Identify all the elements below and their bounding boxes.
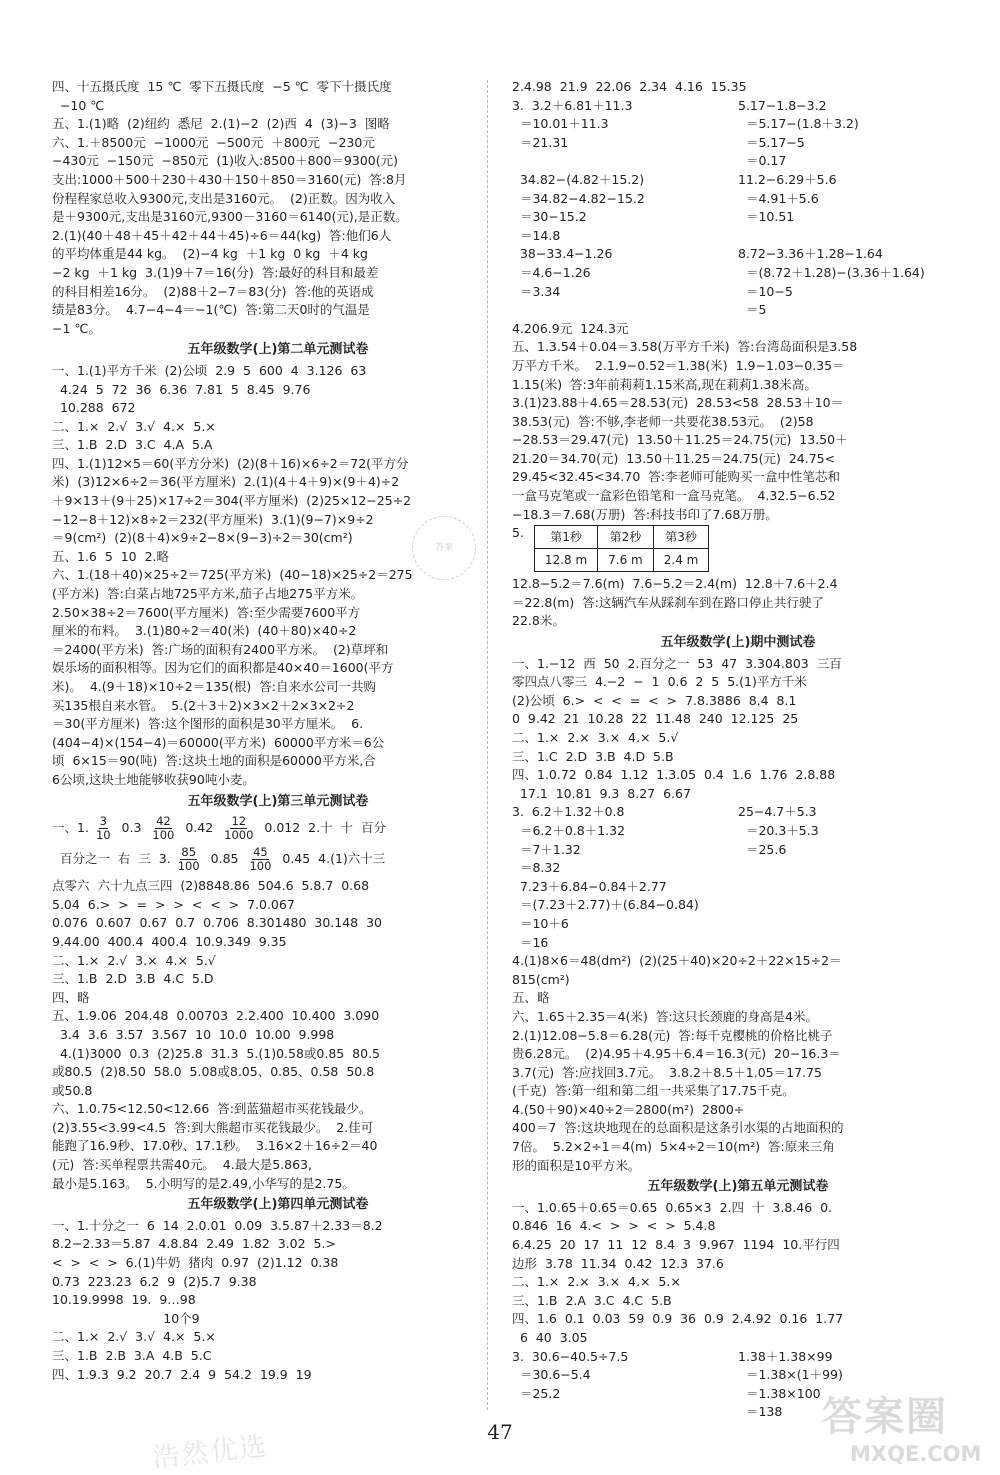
calc-row [512,245,964,264]
calc-row [512,97,964,116]
speed-table-block [512,524,964,575]
calc-step [738,934,964,953]
unit4-table-answer [512,575,964,631]
answer-line: 6公顷,这块土地能够收获90吨小麦。 [52,771,255,787]
text: 0.85 [206,851,243,867]
answer-line: 万平方千米。 2.1.9−0.52＝1.38(米) 1.9−1.03−0.35＝ [512,357,845,373]
answer-line: ＝2400(平方米) 答:广场的面积有2400平方米。 (2)草坪和 [52,641,389,657]
answer-line: 顷 6×15＝90(吨) 答:这块土地的面积是60000平方米,合 [52,753,376,769]
calc-step: 8.72−3.36＋1.28−1.64 [738,246,883,262]
answer-line: 3.4 3.6 3.57 3.567 10 10.0 10.00 9.998 [52,1026,335,1042]
answer-line: 2.(1)12.08−5.8＝6.28(元) 答:每千克樱桃的价格比桃子 [512,1027,833,1043]
calc-step: ＝16 [512,934,549,950]
calc-row [512,171,964,190]
calc-step: ＝1.38×100 [738,1385,821,1401]
answer-line: 一盒马克笔或一盒彩色铅笔和一盒马克笔。 4.32.5−6.52 [512,488,836,504]
heading-unit4: 五年级数学(上)第四单元测试卷 [187,1197,369,1213]
heading-unit5: 五年级数学(上)第五单元测试卷 [647,1179,829,1195]
calc-row [512,227,964,246]
fraction [177,846,201,873]
calc-step: 38−33.4−1.26 [512,246,613,262]
calc-step: ＝4.91＋5.6 [738,190,819,206]
unit3-fraction-line-2 [52,846,504,873]
calc-step: ＝10＋6 [512,915,569,931]
calc-step: ＝3.34 [512,283,561,299]
table-cell: 2.4 m [653,549,709,572]
answer-line: 3.7(元) 答:应找回3.7元。 3.8.2＋8.5＋1.05＝17.75 [512,1064,822,1080]
calc-step: 1.38＋1.38×99 [738,1348,833,1364]
unit4-answers [52,1217,504,1384]
calc-row [512,841,964,860]
heading-midterm: 五年级数学(上)期中测试卷 [660,635,816,651]
answer-line: 米)。 4.(9＋18)×10÷2＝135(根) 答:自来水公司一共购 [52,679,376,694]
answer-line: 6.4.25 20 17 11 12 8.4 3 9.967 1194 10.平行四 [512,1237,840,1253]
calc-step: ＝10.01＋11.3 [512,116,609,132]
heading-unit3: 五年级数学(上)第三单元测试卷 [187,793,369,809]
calc-step: ＝5.17−5 [738,134,805,150]
calc-step [738,878,964,897]
answer-line: 二、1.× 2.√ 3.√ 4.× 5.× [52,418,216,434]
table-cell: 12.8 m [534,549,597,572]
calc-step: ＝25.2 [512,1385,561,1401]
answer-line: 五、1.3.54＋0.04＝3.58(万平方千米) 答:台湾岛面积是3.58 [512,339,858,355]
answer-line: 一、1.(1)平方千米 (2)公顷 2.9 5 600 4 3.126 63 [52,362,367,378]
answer-line: (2)公顷 6.> < < = < > 7.8.3886 8.4 8.1 [512,692,797,708]
calc-step: 3. 3.2＋6.81＋11.3 [512,97,633,113]
answer-line: 三、1.B 2.D 3.C 4.A 5.A [52,437,213,453]
answer-line: 10个9 [52,1310,200,1326]
answer-line: −10 ℃ [52,97,105,113]
answer-line: 38.53(元) 答:不够,李老师一共要花38.53元。 (2)58 [512,413,814,429]
numerator: 12 [231,814,247,829]
page-number: 47 [487,1420,513,1444]
answer-line: 贵6.28元。 (2)4.95＋4.95＋6.4＝16.3(元) 20−16.3＝ [512,1046,841,1062]
answer-line: 一、1.十分之一 6 14 2.0.01 0.09 3.5.87＋2.33＝8.2 [52,1217,383,1233]
calc-step: 34.82−(4.82＋15.2) [512,171,645,187]
answer-line: 三、1.B 2.D 3.B 4.C 5.D [52,971,214,987]
answer-line: 娱乐场的面积相等。因为它们的面积都是40×40＝1600(平方 [52,660,394,676]
answer-line: 一、1.0.65＋0.65＝0.65 0.65×3 2.四 十 3.8.46 0. [512,1199,833,1215]
heading-unit2: 五年级数学(上)第二单元测试卷 [187,342,369,358]
answer-line: 形的面积是10平方米。 [512,1157,641,1173]
unit1-answers [52,78,504,338]
answer-line: 一、1.−12 西 50 2.百分之一 53 47 3.304.803 三百 [512,655,842,671]
answer-line: 或80.5 (2)8.50 58.0 5.08或8.05、0.85、0.58 50.8 [52,1064,375,1080]
answer-line: 六、1.(18＋40)×25÷2＝725(平方米) (40−18)×25÷2＝275 [52,567,413,583]
answer-line: 点零六 六十九点三四 (2)8848.86 504.6 5.8.7 0.68 [52,878,370,894]
answer-line: 三、1.B 2.B 3.A 4.B 5.C [52,1348,212,1363]
unit3-answers [52,877,504,1193]
calc-step: ＝25.6 [738,841,787,857]
calc-row [512,208,964,227]
answer-line: 最小是5.163。 5.小明写的是2.49,小华写的是2.75。 [52,1175,355,1191]
text: 0.42 [181,820,218,836]
answer-line: 8.2−2.33＝5.87 4.8.84 2.49 1.82 3.02 5.> [52,1236,336,1252]
calc-step: ＝5 [738,302,767,318]
calc-row [512,115,964,134]
table-header-row [534,526,708,549]
numerator: 85 [181,845,197,860]
right-column [512,78,964,1422]
calc-step: ＝20.3＋5.3 [738,822,819,838]
text: 百分之一 右 三 3. [52,851,171,867]
calc-step: ＝4.6−1.26 [512,264,591,280]
calc-row [512,264,964,283]
numerator: 3 [99,814,107,829]
calc-step: ＝(7.23＋2.77)＋(6.84−0.84) [512,897,699,913]
calc-step [738,859,964,878]
answer-line: −12−8＋12)×8÷2＝232(平方厘米) 3.(1)(9−7)×9÷2 [52,511,374,527]
answer-line: 三、1.C 2.D 3.B 4.D 5.B [512,748,674,764]
denominator: 100 [177,859,200,874]
answer-line: 份程程家总收入9300元,支出是3160元。 (2)正数。因为收入 [52,190,396,206]
answer-line: 绩是83分。 4.7−4−4＝−1(℃) 答:第二天0时的气温是 [52,302,370,318]
answer-line: 2.50×38÷2＝7600(平方厘米) 答:至少需要7600平方 [52,604,361,620]
text: 一、1. [52,820,89,836]
answer-line: 二、1.× 2.√ 3.√ 4.× 5.× [52,1329,216,1345]
answer-line: 二、1.× 2.× 3.× 4.× 5.√ [512,730,679,745]
calc-step [512,152,738,171]
calc-step [738,915,964,934]
answer-line: 五、1.(1)略 (2)纽约 悉尼 2.(1)−2 (2)西 4 (3)−3 图略 [52,116,390,132]
answer-line: 或50.8 [52,1082,93,1098]
answer-line: −28.53＝29.47(元) 13.50＋11.25＝24.75(元) 13.50＋ [512,432,848,448]
answer-line: 六、1.＋8500元 −1000元 −500元 ＋800元 −230元 [52,134,375,150]
unit3-fraction-line-1 [52,815,504,842]
answer-line: 买135根自来水管。 5.(2＋3＋2)×3×2＋2×3×2÷2 [52,697,355,713]
calc-step: ＝6.2＋0.8＋1.32 [512,822,626,838]
calc-row [512,1348,964,1367]
calc-step: ＝10−5 [738,283,793,299]
answer-line: ＋9×13＋(9＋25)×17÷2＝304(平方厘米) (2)25×12−25÷2 [52,493,412,509]
answer-line: (千克) 答:第一组和第二组一共采集了17.75千克。 [512,1083,795,1099]
answer-line: 6 40 3.05 [512,1330,588,1345]
calc-step: 11.2−6.29＋5.6 [738,171,837,187]
answer-line: 米) (3)12×6÷2＝36(平方厘米) 2.(1)(4＋4＋9)×(9＋4)÷2 [52,474,400,490]
table-header-cell: 第2秒 [598,526,654,549]
calc-step [738,227,964,246]
answer-line: 二、1.× 2.√ 3.× 4.× 5.√ [52,952,216,968]
numerator: 42 [156,814,171,829]
answer-line: 400＝7 答:这块地现在的总面积是这条引水渠的占地面积的 [512,1120,844,1136]
calc-row [512,152,964,171]
answer-line: ＝22.8(m) 答:这辆汽车从踩刹车到在路口停止共行驶了 [512,594,824,610]
calc-step: ＝21.31 [512,134,569,150]
answer-line: 四、1.9.3 9.2 20.7 2.4 9 54.2 19.9 19 [52,1366,312,1382]
calc-step [738,896,964,915]
answer-line: 四、1.(1)12×5＝60(平方分米) (2)(8＋16)×6÷2＝72(平方分 [52,455,409,471]
answer-line: 边形 3.78 11.34 0.42 12.3 37.6 [512,1255,724,1271]
answer-line: 21.20＝34.70(元) 13.50＋11.25＝24.75(元) 24.75< [512,450,836,466]
answer-line: 4.(50＋90)×40÷2＝2800(m²) 2800÷ [512,1101,745,1117]
answer-line: 9.44.00 400.4 400.4 10.9.349 9.35 [52,933,287,949]
answer-line: 是＋9300元,支出是3160元,9300－3160＝6140(元),是正数。 [52,209,408,225]
calc-row [512,803,964,822]
answer-line: (404−4)×(154−4)＝60000(平方米) 60000平方米＝6公 [52,734,385,750]
answer-line: 四、略 [52,989,90,1005]
fraction [223,815,254,842]
left-column [52,78,504,1384]
text: 0.45 4.(1)六十三 [278,851,386,867]
answer-line: (2)3.55<3.99<4.5 答:到大熊超市买花钱最少。 2.佳可 [52,1119,374,1135]
calc-step: ＝10.51 [738,209,795,225]
calc-row [512,301,964,320]
answer-line: (平方米) 答:白菜占地725平方米,茄子占地275平方米。 [52,586,364,602]
answer-line: 六、1.0.75<12.50<12.66 答:到蓝猫超市买花钱最少。 [52,1101,372,1117]
answer-line: ＝9(cm²) (2)(8＋4)×9÷2−8×(9−3)÷2＝30(cm²) [52,530,353,546]
midterm-answers [512,655,964,804]
denominator: 10 [95,828,111,843]
unit4-answers-continued [512,78,964,97]
calc-step: ＝30.6−5.4 [512,1367,591,1383]
answer-line: −1 ℃。 [52,320,101,336]
calc-row [512,1366,964,1385]
answer-line: 厘米的布料。 3.(1)80÷2＝40(米) (40＋80)×40÷2 [52,623,357,639]
answer-line: 2.4.98 21.9 22.06 2.34 4.16 15.35 [512,79,747,94]
answer-line: 4.(1)8×6＝48(dm²) (2)(25＋40)×20÷2＋22×15÷2＝ [512,953,842,969]
answer-line: 的科目相差16分。 (2)88＋2−7＝83(分) 答:他的英语成 [52,283,374,299]
calc-row [512,915,964,934]
answer-line: ＝30(平方厘米) 答:这个图形的面积是30平方厘米。 6. [52,716,364,732]
text: 0.3 [117,820,146,836]
calc-step: ＝1.38×(1＋99) [738,1367,843,1383]
calc-step: 25−4.7＋5.3 [738,804,817,820]
answer-line: 六、1.65＋2.35＝4(米) 答:这只长颈鹿的身高是4米。 [512,1008,818,1024]
answer-line: −18.3＝7.68(万册) 答:科技书印了7.68万册。 [512,506,778,522]
table-row [534,549,708,572]
calc-step: ＝30−15.2 [512,209,587,225]
calc-block-unit4 [512,97,964,320]
calc-row [512,134,964,153]
calc-step: ＝34.82−4.82−15.2 [512,190,645,206]
calc-step: ＝0.17 [738,153,787,169]
calc-step: 7.23＋6.84−0.84＋2.77 [512,878,667,894]
answer-line: 3.(1)23.88＋4.65＝28.53(元) 28.53<58 28.53＋10＝ [512,395,844,411]
answer-line: 2.(1)(40＋48＋45＋42＋44＋45)÷6＝44(kg) 答:他们6人 [52,227,392,243]
watermark-url: MXQE.COM [850,1442,982,1466]
unit4-applications [512,320,964,525]
calc-row [512,283,964,302]
answer-line: 4.(1)3000 0.3 (2)25.8 31.3 5.(1)0.58或0.85 80.5 [52,1045,381,1061]
answer-line: 的平均体重是44 kg。 (2)−4 kg ＋1 kg 0 kg ＋4 kg [52,246,368,262]
answer-line: 10.288 672 [52,400,136,416]
table-header-cell: 第1秒 [534,526,597,549]
calc-row [512,934,964,953]
calc-row [512,822,964,841]
calc-step: 3. 6.2＋1.32＋0.8 [512,804,625,820]
answer-line: < > < > 6.(1)牛奶 猪肉 0.97 (2)1.12 0.38 [52,1255,339,1271]
calc-row [512,859,964,878]
fraction [151,815,175,842]
answer-line: 22.8米。 [512,613,565,629]
answer-line: 四、1.0.72 0.84 1.12 1.3.05 0.4 1.6 1.76 2.8.88 [512,767,836,783]
answer-line: 4.206.9元 124.3元 [512,320,629,336]
calc-step [512,301,738,320]
faint-stamp: 答案 [412,516,476,580]
calc-step: ＝7＋1.32 [512,841,581,857]
answer-line: 4.24 5 72 36 6.36 7.81 5 8.45 9.76 [52,381,311,397]
answer-line: 四、1.6 0.1 0.03 59 0.9 36 0.9 2.4.92 0.16 1.77 [512,1311,844,1327]
answer-line: 0.846 16 4.< > > < > 5.4.8 [512,1218,716,1234]
table-header-cell: 第3秒 [653,526,709,549]
text: 0.012 2.十 十 百分 [260,820,386,836]
numerator: 45 [253,845,268,860]
answer-line: 能跑了16.9秒、17.0秒、17.1秒。 3.16×2＋16÷2＝40 [52,1138,378,1154]
calc-step: ＝(8.72＋1.28)−(3.36＋1.64) [738,264,925,280]
fraction [95,815,112,842]
midterm-answers-continued [512,952,964,1175]
answer-line: 815(cm²) [512,971,570,987]
answer-line: (元) 答:买单程票共需40元。 4.最大是5.863, [52,1157,312,1173]
unit5-answers [512,1199,964,1348]
answer-line: 五、1.9.06 204.48 0.00703 2.2.400 10.400 3.090 [52,1008,380,1024]
answer-line: 17.1 10.81 9.3 8.27 6.67 [512,785,691,801]
question-number: 5. [512,525,524,541]
answer-line: 1.15(米) 答:3年前莉莉1.15米高,现在莉莉1.38米高。 [512,376,817,392]
answer-line: 0 9.42 21 10.28 22 11.48 240 12.125 25 [512,711,799,727]
answer-line: 零四点八零三 4.−2 − 1 0.6 2 5 5.(1)平方千米 [512,674,807,690]
answer-line: −2 kg ＋1 kg 3.(1)9＋7＝16(分) 答:最好的科目和最差 [52,264,379,280]
answer-line: 五、1.6 5 10 2.略 [52,548,170,564]
calc-step: ＝138 [738,1404,783,1420]
calc-block-midterm [512,803,964,952]
answer-line: 四、十五摄氏度 15 ℃ 零下五摄氏度 −5 ℃ 零下十摄氏度 [52,79,392,94]
answer-line: 7倍。 5.2×2÷1＝4(m) 5×4÷2＝10(m²) 答:原来三角 [512,1139,835,1155]
calc-row [512,878,964,897]
denominator: 1000 [224,828,254,843]
calc-step: 5.17−1.8−3.2 [738,97,827,113]
answer-line: 五、略 [512,990,550,1006]
calc-step: 3. 30.6−40.5÷7.5 [512,1348,629,1364]
answer-line: 29.45<32.45<34.70 答:李老师可能购买一盒中性笔芯和 [512,469,840,485]
answer-line: 二、1.× 2.× 3.× 4.× 5.× [512,1274,681,1290]
answer-line: 三、1.B 2.A 3.C 4.C 5.B [512,1292,672,1308]
handwritten-mark: 浩然优选 [151,1431,270,1474]
calc-row [512,896,964,915]
speed-table [534,525,709,572]
fraction [248,846,272,873]
calc-step: ＝8.32 [512,860,561,876]
answer-line: 5.04 6.> > = > > < < > 7.0.067 [52,896,295,912]
calc-row [512,190,964,209]
answer-line: −430元 −150元 −850元 (1)收入:8500＋800＝9300(元) [52,153,398,169]
denominator: 100 [249,859,272,874]
watermark-logo: 答案圈 [822,1394,948,1440]
calc-step: ＝14.8 [512,227,561,243]
table-cell: 7.6 m [598,549,654,572]
calc-step: ＝5.17−(1.8＋3.2) [738,116,859,132]
answer-line: 12.8−5.2＝7.6(m) 7.6−5.2＝2.4(m) 12.8＋7.6＋2.4 [512,576,838,592]
answer-line: 支出:1000＋500＋230＋430＋150＋850＝3160(元) 答:8月 [52,171,407,187]
answer-line: 0.076 0.607 0.67 0.7 0.706 8.301480 30.148 30 [52,915,382,931]
answer-line: 0.73 223.23 6.2 9 (2)5.7 9.38 [52,1273,257,1289]
answer-line: 10.19.9998 19. 9…98 [52,1292,196,1308]
denominator: 100 [152,828,175,843]
